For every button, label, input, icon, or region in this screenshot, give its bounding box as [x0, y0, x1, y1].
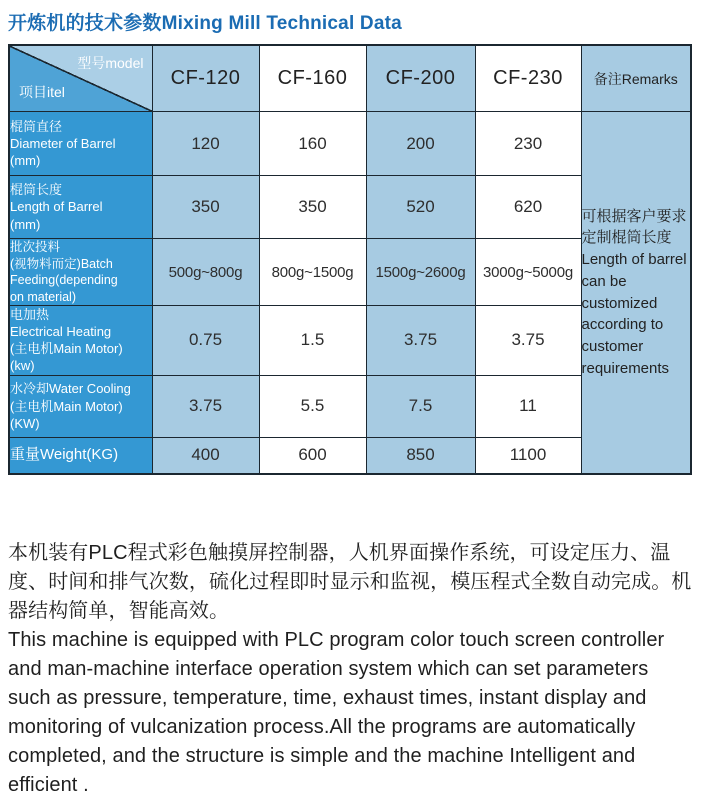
row-label-batch-feeding: 批次投料 (视物料而定)Batch Feeding(depending on material): [9, 239, 152, 306]
value-cell: 230: [475, 112, 581, 176]
value-cell: 850: [366, 437, 475, 474]
value-cell: 120: [152, 112, 259, 176]
value-cell: 800g~1500g: [259, 239, 366, 306]
value-cell: 200: [366, 112, 475, 176]
description-en: This machine is equipped with PLC program color touch screen controller and man-machine interface operation system which can set parameters such as pressure, temperature, time, exhaust times, instant display and monitoring of vulcanization process.All the programs are automatically completed, and the structure is simple and the machine Intelligent and efficient .: [8, 629, 665, 797]
spec-sheet-page: [0, 8, 702, 797]
col-header-remarks: 备注Remarks: [581, 45, 691, 112]
value-cell: 520: [366, 176, 475, 239]
value-cell: 1100: [475, 437, 581, 474]
value-cell: 350: [152, 176, 259, 239]
row-label-water-cooling: 水冷却Water Cooling (主电机Main Motor) (KW): [9, 375, 152, 437]
row-label-length: 棍筒长度 Length of Barrel (mm): [9, 176, 152, 239]
table-row-diameter: [9, 112, 691, 176]
row-label-electrical-heating: 电加热 Electrical Heating (主电机Main Motor) (kw): [9, 306, 152, 376]
description-zh: 本机装有PLC程式彩色触摸屏控制器，人机界面操作系统，可设定压力、温度、时间和排气次数，硫化过程即时显示和监视，模压程式全数自动完成。机器结构简单，智能高效。: [8, 542, 692, 623]
value-cell: 400: [152, 437, 259, 474]
value-cell: 160: [259, 112, 366, 176]
page-title: 开炼机的技术参数Mixing Mill Technical Data: [8, 13, 402, 34]
remarks-cell: [581, 112, 691, 475]
row-label-diameter: 棍筒直径 Diameter of Barrel (mm): [9, 112, 152, 176]
value-cell: 3.75: [475, 306, 581, 376]
value-cell: 500g~800g: [152, 239, 259, 306]
value-cell: 3.75: [366, 306, 475, 376]
header-row: [9, 45, 691, 112]
value-cell: 350: [259, 176, 366, 239]
row-label-weight: 重量Weight(KG): [9, 437, 152, 474]
value-cell: 5.5: [259, 375, 366, 437]
value-cell: 0.75: [152, 306, 259, 376]
value-cell: 1500g~2600g: [366, 239, 475, 306]
corner-cell: [9, 45, 152, 112]
spec-table: [8, 44, 692, 475]
remarks-text-zh: 可根据客户要求定制棍筒长度: [581, 207, 687, 247]
col-header-cf-160: CF-160: [259, 45, 366, 112]
value-cell: 3000g~5000g: [475, 239, 581, 306]
value-cell: 620: [475, 176, 581, 239]
col-header-cf-120: CF-120: [152, 45, 259, 112]
value-cell: 11: [475, 375, 581, 437]
corner-item-label: 项目itel: [19, 84, 65, 100]
remarks-text-en: Length of barrel can be customized according to customer requirements: [581, 251, 687, 377]
value-cell: 7.5: [366, 375, 475, 437]
value-cell: 1.5: [259, 306, 366, 376]
description-section: [8, 539, 696, 800]
corner-diagonal: [10, 46, 152, 111]
col-header-cf-200: CF-200: [366, 45, 475, 112]
corner-model-label: 型号model: [77, 55, 144, 71]
value-cell: 600: [259, 437, 366, 474]
value-cell: 3.75: [152, 375, 259, 437]
col-header-cf-230: CF-230: [475, 45, 581, 112]
